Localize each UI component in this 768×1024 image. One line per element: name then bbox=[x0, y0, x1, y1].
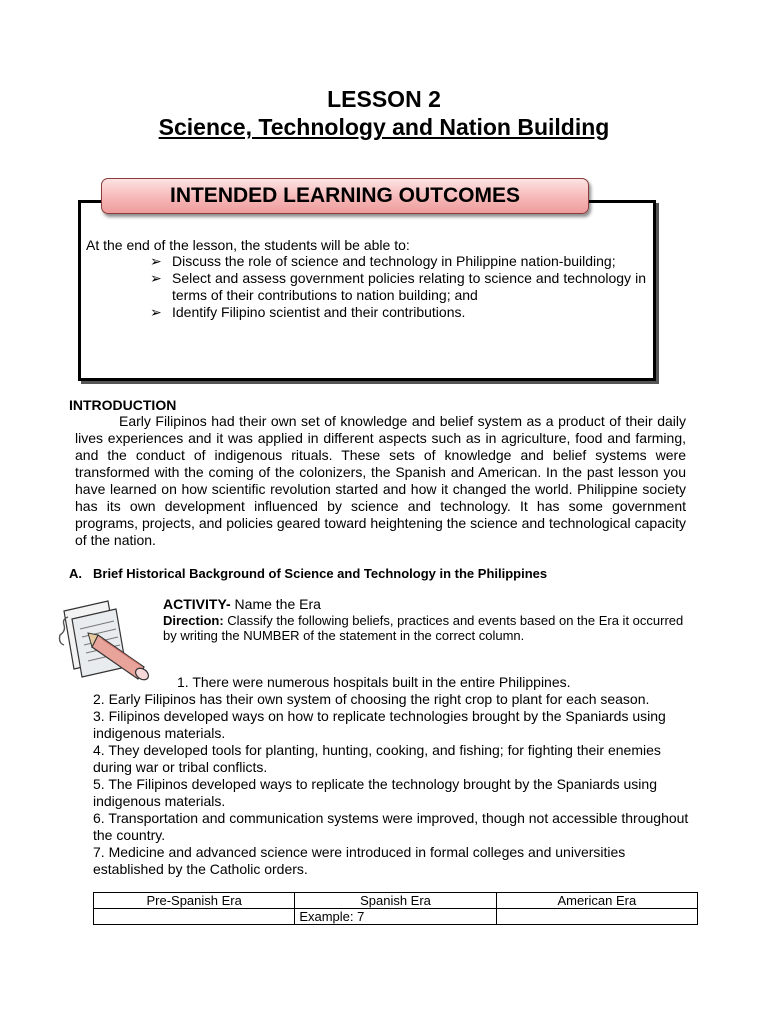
statement-item: 1. There were numerous hospitals built in the entire Philippines. bbox=[177, 674, 571, 690]
cell-american[interactable] bbox=[496, 909, 697, 925]
arrow-bullet-icon: ➢ bbox=[150, 253, 162, 269]
era-classification-table bbox=[93, 892, 698, 925]
lesson-title: Science, Technology and Nation Building bbox=[158, 114, 610, 140]
outcomes-banner: INTENDED LEARNING OUTCOMES bbox=[101, 178, 589, 214]
lesson-number: LESSON 2 bbox=[327, 86, 441, 112]
statement-list bbox=[93, 674, 693, 878]
outcome-text: Discuss the role of science and technology in Philippine nation-building; bbox=[172, 253, 616, 269]
statement-item: 6. Transportation and communication systems were improved, though not accessible throughout the country. bbox=[93, 810, 689, 843]
outcome-item bbox=[150, 270, 646, 304]
arrow-bullet-icon: ➢ bbox=[150, 304, 162, 320]
statement-item: 5. The Filipinos developed ways to replicate the technology brought by the Spaniards using indigenous materials. bbox=[93, 776, 657, 809]
column-header-american: American Era bbox=[496, 893, 697, 909]
direction-text: Classify the following beliefs, practices and events based on the Era it occurred by writing the NUMBER of the statement in the correct column. bbox=[163, 613, 684, 643]
statement-item: 2. Early Filipinos has their own system of choosing the right crop to plant for each season. bbox=[93, 691, 650, 707]
arrow-bullet-icon: ➢ bbox=[150, 270, 162, 286]
cell-pre-spanish[interactable] bbox=[94, 909, 295, 925]
column-header-spanish: Spanish Era bbox=[295, 893, 496, 909]
statement-item: 4. They developed tools for planting, hunting, cooking, and fishing; for fighting their enemies during war or tribal conflicts. bbox=[93, 742, 661, 775]
section-title: Brief Historical Background of Science and Technology in the Philippines bbox=[93, 566, 548, 581]
statement-item: 3. Filipinos developed ways on how to replicate technologies brought by the Spaniards using indigenous materials. bbox=[93, 708, 666, 741]
outcome-item bbox=[150, 304, 646, 321]
outcome-text: Identify Filipino scientist and their contributions. bbox=[172, 304, 466, 320]
activity-label: ACTIVITY- bbox=[163, 596, 231, 612]
table-header-row bbox=[94, 893, 698, 909]
introduction-paragraph: Early Filipinos had their own set of knowledge and belief system as a product of their daily lives experiences and it was applied in different aspects such as in agriculture, food and farming, and the conduct of indigenous rituals. These sets of knowledge and belief systems were transformed with the coming of the colonizers, the Spanish and American. In the past lesson you have learned on how scientific revolution started and how it changed the world. Philippine society has its own development influenced by science and technology. It has some government programs, projects, and policies geared toward heightening the science and technological capacity of the nation. bbox=[75, 413, 686, 548]
section-letter: A. bbox=[69, 566, 82, 581]
outcome-text: Select and assess government policies relating to science and technology in terms of their contributions to nation building; and bbox=[172, 270, 646, 303]
table-row bbox=[94, 909, 698, 925]
statement-item: 7. Medicine and advanced science were introduced in formal colleges and universities established by the Catholic orders. bbox=[93, 844, 626, 877]
column-header-pre-spanish: Pre-Spanish Era bbox=[94, 893, 295, 909]
activity-title bbox=[163, 596, 321, 612]
outcome-item bbox=[150, 253, 646, 270]
outcomes-list bbox=[150, 253, 646, 321]
section-a-heading bbox=[69, 566, 547, 581]
activity-name: Name the Era bbox=[230, 596, 321, 612]
outcomes-intro: At the end of the lesson, the students will be able to: bbox=[86, 237, 410, 253]
direction-label: Direction: bbox=[163, 613, 224, 628]
activity-direction bbox=[163, 613, 688, 643]
introduction-heading: INTRODUCTION bbox=[69, 397, 177, 413]
cell-spanish[interactable]: Example: 7 bbox=[295, 909, 496, 925]
